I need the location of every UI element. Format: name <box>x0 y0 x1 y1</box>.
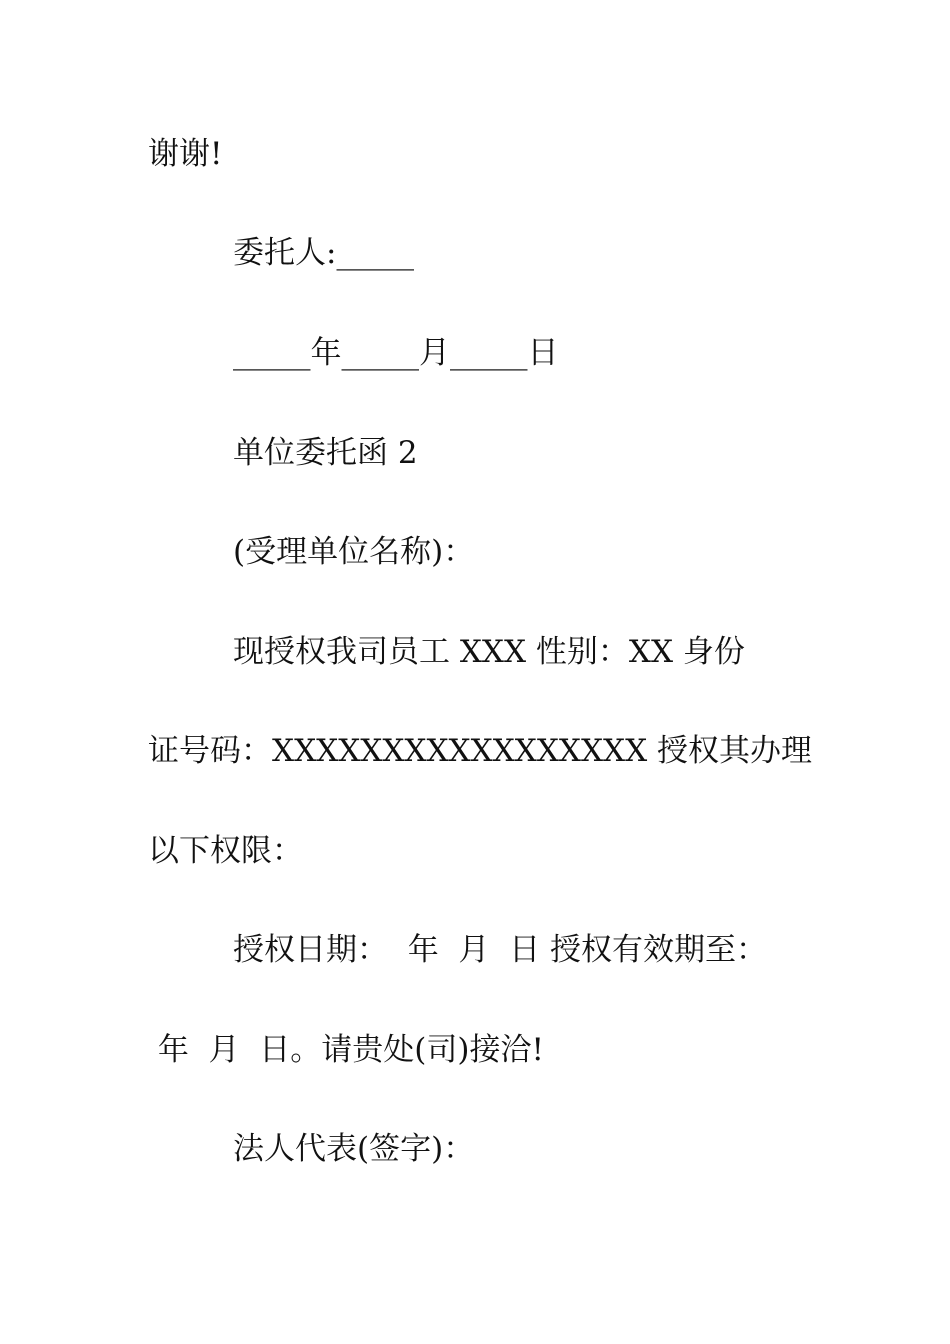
body-paragraph-line-1: 现授权我司员工 XXX 性别：XX 身份 <box>233 634 745 670</box>
closing-thanks: 谢谢! <box>148 136 223 172</box>
recipient-line: (受理单位名称)： <box>233 534 475 570</box>
authorization-dates-line-2: 年 月 日。请贵处(司)接洽! <box>148 1032 544 1068</box>
body-paragraph-line-3: 以下权限： <box>148 833 303 869</box>
legal-representative-signature-line: 法人代表(签字)： <box>233 1131 475 1167</box>
principal-signature-line: 委托人:_____ <box>233 235 414 271</box>
authorization-dates-line-1: 授权日期： 年 月 日 授权有效期至： <box>233 932 767 968</box>
section-title: 单位委托函 2 <box>233 435 418 471</box>
body-paragraph-line-2: 证号码：XXXXXXXXXXXXXXXXX 授权其办理 <box>148 733 813 769</box>
date-line: _____年_____月_____日 <box>233 335 559 371</box>
